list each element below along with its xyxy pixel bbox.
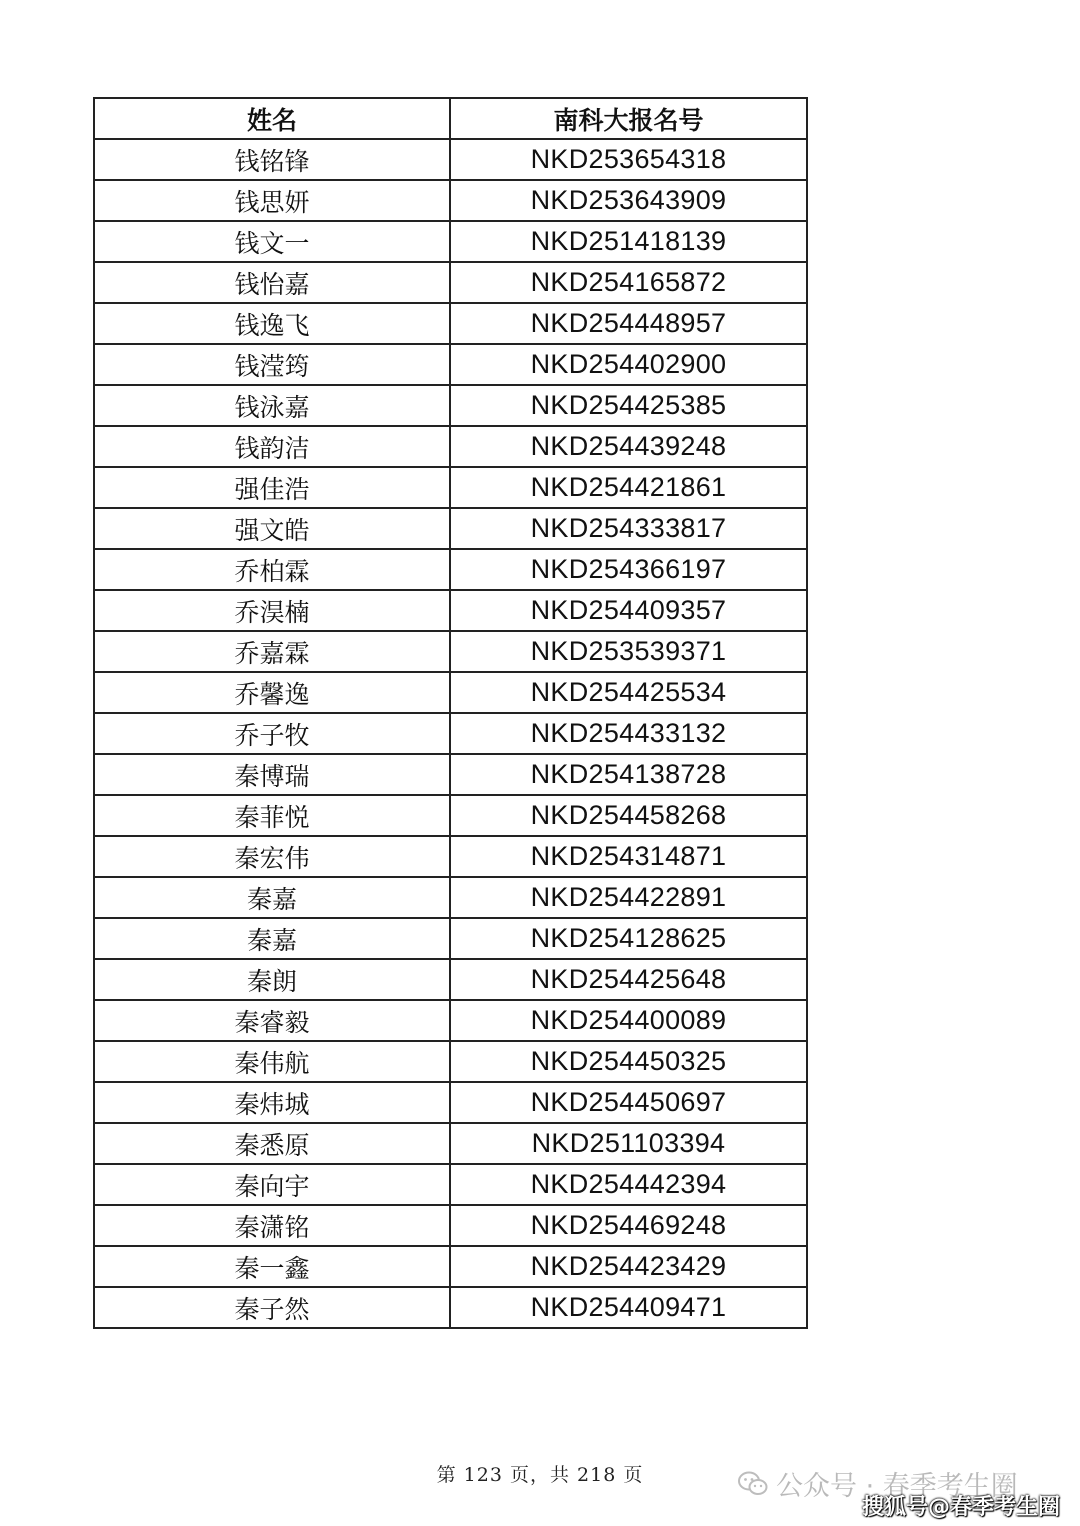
table-row (94, 262, 807, 303)
table-row (94, 139, 807, 180)
wechat-watermark-text: 公众号 · 春季考生圈 (776, 1471, 1018, 1502)
cell-registration-id: NKD254458268 (450, 795, 807, 836)
table-row (94, 1287, 807, 1328)
cell-name: 秦一鑫 (94, 1246, 450, 1287)
cell-name: 钱滢筠 (94, 344, 450, 385)
cell-registration-id: NKD254423429 (450, 1246, 807, 1287)
cell-registration-id: NKD254333817 (450, 508, 807, 549)
table-row (94, 631, 807, 672)
table-row (94, 918, 807, 959)
cell-registration-id: NKD254422891 (450, 877, 807, 918)
registration-table (93, 97, 808, 1329)
cell-name: 钱铭锋 (94, 139, 450, 180)
cell-name: 秦炜城 (94, 1082, 450, 1123)
table-row (94, 180, 807, 221)
cell-registration-id: NKD254421861 (450, 467, 807, 508)
header-registration-id: 南科大报名号 (450, 98, 807, 139)
table-row (94, 1123, 807, 1164)
cell-name: 乔馨逸 (94, 672, 450, 713)
table-body (94, 139, 807, 1328)
cell-registration-id: NKD254366197 (450, 549, 807, 590)
table-row (94, 385, 807, 426)
cell-name: 秦子然 (94, 1287, 450, 1328)
table-row (94, 1000, 807, 1041)
table-row (94, 1082, 807, 1123)
cell-name: 秦嘉 (94, 918, 450, 959)
header-name: 姓名 (94, 98, 450, 139)
cell-registration-id: NKD254314871 (450, 836, 807, 877)
table-row (94, 303, 807, 344)
sohu-watermark: 搜狐号@春季考生圈 (862, 1495, 1061, 1520)
cell-name: 钱韵洁 (94, 426, 450, 467)
table-row (94, 877, 807, 918)
table-row (94, 221, 807, 262)
cell-registration-id: NKD254442394 (450, 1164, 807, 1205)
cell-registration-id: NKD254450697 (450, 1082, 807, 1123)
table-row (94, 590, 807, 631)
cell-name: 乔淏楠 (94, 590, 450, 631)
cell-name: 钱思妍 (94, 180, 450, 221)
cell-registration-id: NKD254439248 (450, 426, 807, 467)
table-row (94, 836, 807, 877)
cell-registration-id: NKD254402900 (450, 344, 807, 385)
cell-registration-id: NKD254128625 (450, 918, 807, 959)
table-row (94, 467, 807, 508)
cell-registration-id: NKD254138728 (450, 754, 807, 795)
cell-registration-id: NKD254409357 (450, 590, 807, 631)
cell-registration-id: NKD254400089 (450, 1000, 807, 1041)
cell-name: 强佳浩 (94, 467, 450, 508)
table-row (94, 508, 807, 549)
page-number: 第 123 页，共 218 页 (436, 1464, 644, 1486)
table-row (94, 1041, 807, 1082)
cell-name: 钱文一 (94, 221, 450, 262)
table-row (94, 344, 807, 385)
cell-name: 钱逸飞 (94, 303, 450, 344)
cell-name: 秦伟航 (94, 1041, 450, 1082)
cell-name: 秦嘉 (94, 877, 450, 918)
cell-name: 强文皓 (94, 508, 450, 549)
cell-registration-id: NKD254448957 (450, 303, 807, 344)
cell-name: 钱泳嘉 (94, 385, 450, 426)
cell-name: 钱怡嘉 (94, 262, 450, 303)
table-row (94, 1246, 807, 1287)
cell-name: 秦向宇 (94, 1164, 450, 1205)
table-row (94, 672, 807, 713)
cell-name: 秦朗 (94, 959, 450, 1000)
cell-registration-id: NKD254409471 (450, 1287, 807, 1328)
cell-registration-id: NKD253654318 (450, 139, 807, 180)
table-row (94, 754, 807, 795)
cell-registration-id: NKD253539371 (450, 631, 807, 672)
table-row (94, 549, 807, 590)
table-row (94, 713, 807, 754)
table-row (94, 1164, 807, 1205)
cell-registration-id: NKD251418139 (450, 221, 807, 262)
cell-name: 秦菲悦 (94, 795, 450, 836)
cell-registration-id: NKD254433132 (450, 713, 807, 754)
cell-name: 秦博瑞 (94, 754, 450, 795)
cell-registration-id: NKD254425534 (450, 672, 807, 713)
cell-registration-id: NKD251103394 (450, 1123, 807, 1164)
table-header-row (94, 98, 807, 139)
cell-registration-id: NKD254165872 (450, 262, 807, 303)
table-row (94, 795, 807, 836)
cell-registration-id: NKD254425648 (450, 959, 807, 1000)
wechat-icon (738, 1471, 768, 1497)
cell-registration-id: NKD254425385 (450, 385, 807, 426)
table-row (94, 959, 807, 1000)
cell-name: 秦宏伟 (94, 836, 450, 877)
cell-name: 乔嘉霖 (94, 631, 450, 672)
cell-registration-id: NKD253643909 (450, 180, 807, 221)
table-row (94, 426, 807, 467)
cell-registration-id: NKD254450325 (450, 1041, 807, 1082)
cell-name: 秦睿毅 (94, 1000, 450, 1041)
cell-name: 乔子牧 (94, 713, 450, 754)
table-row (94, 1205, 807, 1246)
cell-name: 秦悉原 (94, 1123, 450, 1164)
cell-name: 秦潇铭 (94, 1205, 450, 1246)
cell-name: 乔柏霖 (94, 549, 450, 590)
cell-registration-id: NKD254469248 (450, 1205, 807, 1246)
